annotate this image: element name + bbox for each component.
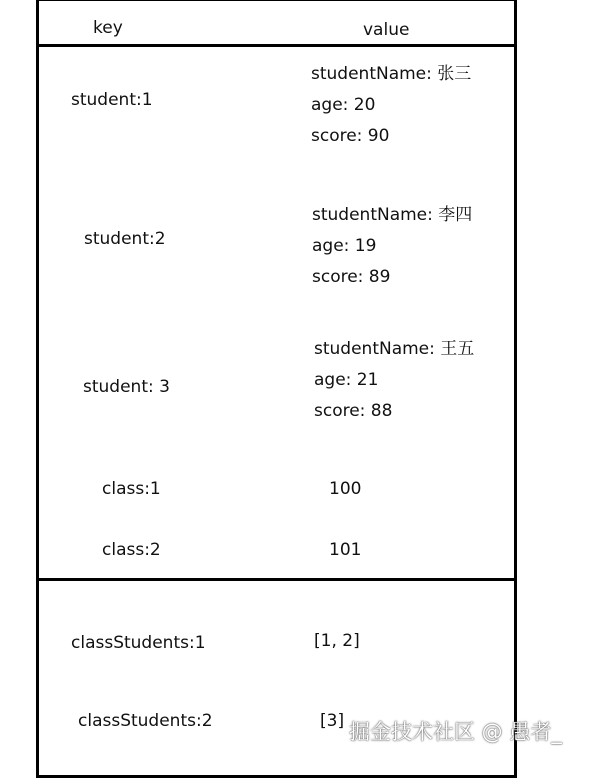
row-value: score: 88 (314, 401, 393, 421)
row-value: age: 21 (314, 370, 379, 390)
header-value: value (363, 20, 410, 40)
row-key: classStudents:1 (71, 633, 206, 653)
row-value: studentName: 张三 (311, 64, 472, 84)
row-value: [1, 2] (314, 631, 360, 651)
row-value: age: 20 (311, 95, 376, 115)
row-key: student:2 (84, 229, 166, 249)
row-key: class:1 (102, 479, 161, 499)
row-key: class:2 (102, 540, 161, 560)
row-value: score: 90 (311, 126, 390, 146)
row-value: [3] (320, 711, 345, 731)
watermark: 掘金技术社区 @ 愚者_ (349, 720, 562, 744)
row-value: 100 (329, 479, 362, 499)
row-value: studentName: 李四 (312, 205, 473, 225)
row-value: 101 (329, 540, 362, 560)
row-key: classStudents:2 (78, 711, 213, 731)
row-key: student: 3 (83, 377, 170, 397)
row-value: studentName: 王五 (314, 339, 475, 359)
row-value: age: 19 (312, 236, 377, 256)
row-key: student:1 (71, 90, 153, 110)
row-value: score: 89 (312, 267, 391, 287)
table-secondary (36, 578, 517, 778)
header-key: key (93, 18, 123, 38)
header-divider (36, 44, 517, 47)
